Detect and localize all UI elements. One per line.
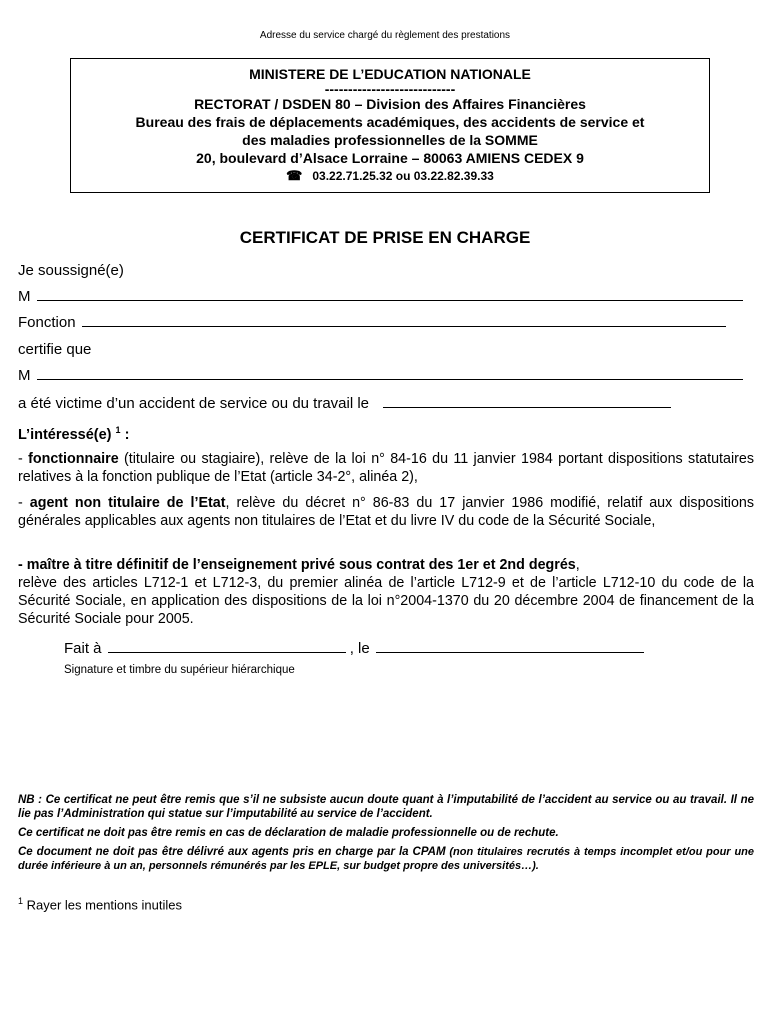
administration-header-box <box>70 58 710 193</box>
agent-non-titulaire-label: agent non titulaire de l’Etat <box>29 495 226 511</box>
phone-numbers: 03.22.71.25.32 ou 03.22.82.39.33 <box>312 169 494 183</box>
interesse-heading <box>18 425 129 443</box>
maitre-prive-heading <box>18 556 754 574</box>
bureau-line-1: Bureau des frais de déplacements académiques, des accidents de service et <box>135 114 645 130</box>
interesse-label: L’intéressé(e) <box>18 426 112 443</box>
accident-date-row <box>18 395 671 412</box>
cpam-main: Ce document ne doit pas être délivré aux agents pris en charge par la CPAM <box>18 846 446 858</box>
place-field[interactable] <box>108 651 346 653</box>
item-agent-non-titulaire <box>18 494 754 530</box>
footnote-ref: 1 <box>115 425 121 435</box>
agent-non-titulaire-text: , relève du décret n° 86-83 du 17 janvier 1986 modifié, relatif aux dispositions générales applicables aux agents non titulaires de l’Etat et du livre IV du code de la Sécurité Sociale, <box>18 495 754 529</box>
function-label: Fonction <box>18 314 76 331</box>
item-fonctionnaire <box>18 450 754 486</box>
signature-place-date-row <box>64 640 644 657</box>
accident-date-field[interactable] <box>383 406 671 408</box>
function-field[interactable] <box>82 325 726 327</box>
item-maitre-prive <box>18 556 754 628</box>
fait-a-label: Fait à <box>64 640 102 657</box>
header-separator: ---------------------------- <box>324 81 456 97</box>
signer-name-label: M <box>18 288 31 305</box>
victim-name-label: M <box>18 367 31 384</box>
document-title: CERTIFICAT DE PRISE EN CHARGE <box>239 228 531 247</box>
fonctionnaire-text: (titulaire ou stagiaire), relève de la loi n° 84-16 du 11 janvier 1984 portant dispositions statutaires relatives à la fonction publique de l’Etat (article 34-2°, alinéa 2), <box>18 451 755 485</box>
item-dash: - <box>18 451 29 467</box>
payment-service-address-note: Adresse du service chargé du règlement des prestations <box>259 30 511 41</box>
bureau-line-2: des maladies professionnelles de la SOMME <box>242 132 538 148</box>
maitre-prive-label: - maître à titre définitif de l’enseignement privé sous contrat des 1er et 2nd degrés <box>18 557 576 573</box>
footnote-number: 1 <box>18 896 24 906</box>
telephone-icon: ☎ <box>286 168 303 183</box>
victim-name-row <box>18 367 743 384</box>
function-row <box>18 314 726 331</box>
signer-name-field[interactable] <box>37 299 743 301</box>
certifie-label: certifie que <box>18 341 92 358</box>
cpam-detail: (non titulaires recrutés à temps incomplet et/ou pour une durée inférieure à un an, personnels rémunérés par les EPLE, sur budget propre des universités…). <box>18 846 754 872</box>
phone-line <box>71 167 709 185</box>
soussigne-label: Je soussigné(e) <box>18 262 124 279</box>
rectorat-division: RECTORAT / DSDEN 80 – Division des Affaires Financières <box>194 96 586 112</box>
postal-address: 20, boulevard d’Alsace Lorraine – 80063 AMIENS CEDEX 9 <box>196 150 584 166</box>
item-dash: - <box>18 495 30 511</box>
signer-name-row <box>18 288 743 305</box>
signature-caption: Signature et timbre du supérieur hiérarchique <box>64 664 295 676</box>
maitre-prive-comma: , <box>575 557 580 573</box>
fonctionnaire-label: fonctionnaire <box>28 451 119 467</box>
accident-date-label: a été victime d’un accident de service ou du travail le <box>18 395 370 412</box>
footnote-text: Rayer les mentions inutiles <box>23 897 182 913</box>
footnote <box>18 896 182 912</box>
interesse-colon: : <box>120 426 130 443</box>
signature-date-field[interactable] <box>376 651 644 653</box>
victim-name-field[interactable] <box>37 378 743 380</box>
le-label: , le <box>349 640 370 657</box>
ministry-name: MINISTERE DE L’EDUCATION NATIONALE <box>249 66 531 82</box>
nb-note-imputabilite: NB : Ce certificat ne peut être remis que s’il ne subsiste aucun doute quant à l’imputabilité de l’accident au service ou au travail. Il ne lie pas l’Administration qui statue sur l’imputabilité au service de l’accident. <box>18 794 754 820</box>
nb-note-rechute: Ce certificat ne doit pas être remis en cas de déclaration de maladie professionnelle ou de rechute. <box>18 827 559 839</box>
maitre-prive-text: relève des articles L712-1 et L712-3, du premier alinéa de l’article L712-9 et de l’article L712-10 du code de la Sécurité Sociale, en application des dispositions de la loi n°2004-1370 du 20 décembre 2004 de financement de la Sécurité Sociale pour 2005. <box>18 575 754 627</box>
nb-note-cpam <box>18 845 754 873</box>
